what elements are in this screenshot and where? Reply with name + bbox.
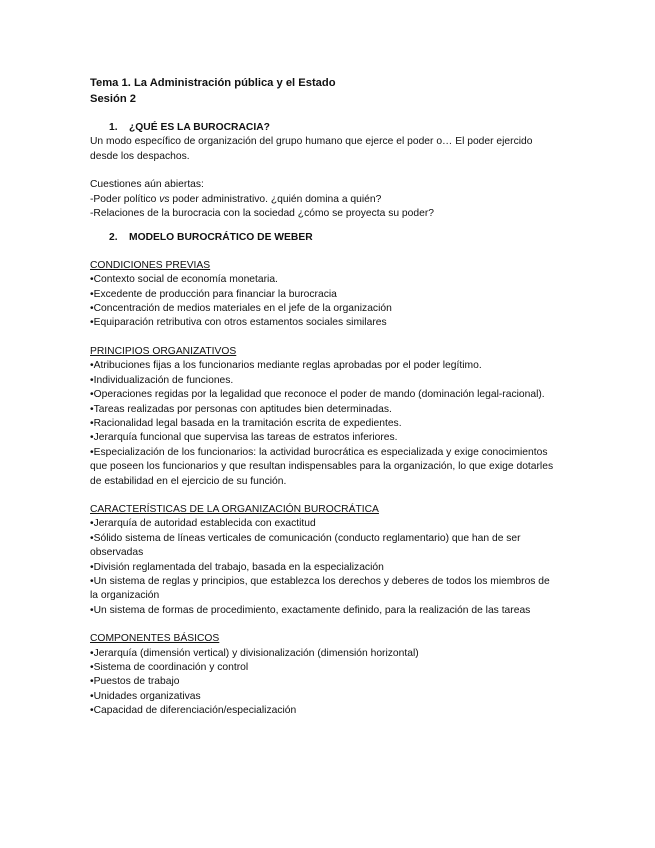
session-label: Sesión 2 — [90, 92, 137, 105]
list-item: •Jerarquía (dimensión vertical) y divisionalización (dimensión horizontal) — [90, 647, 419, 659]
principios-heading: PRINCIPIOS ORGANIZATIVOS — [90, 345, 237, 357]
list-item: •Atribuciones fijas a los funcionarios mediante reglas aprobadas por el poder legítimo. — [90, 360, 482, 372]
list-item: •Un sistema de formas de procedimiento, exactamente definido, para la realización de las tareas — [90, 604, 531, 616]
list-item: •Concentración de medios materiales en el jefe de la organización — [90, 303, 392, 315]
list-item: •Tareas realizadas por personas con aptitudes bien determinadas. — [90, 403, 392, 415]
caracteristicas-list — [90, 517, 560, 618]
list-item: •Capacidad de diferenciación/especialización — [90, 705, 297, 717]
componentes-heading: COMPONENTES BÁSICOS — [90, 633, 220, 645]
section-1-number: 1. — [109, 122, 118, 133]
document-title: Tema 1. La Administración pública y el Estado — [90, 77, 336, 89]
list-item: •Racionalidad legal basada en la tramitación escrita de expedientes. — [90, 417, 402, 429]
burocracia-definition: Un modo específico de organización del grupo humano que ejerce el poder o… El poder ejercido desde los despachos. — [90, 136, 533, 162]
list-item: •Sistema de coordinación y control — [90, 662, 249, 673]
document-body — [90, 76, 560, 719]
section-2-heading — [109, 231, 560, 245]
principios-list — [90, 359, 560, 489]
list-item: •Contexto social de economía monetaria. — [90, 274, 278, 286]
caracteristicas-heading: CARACTERÍSTICAS DE LA ORGANIZACIÓN BUROCRÁTICA — [90, 503, 379, 515]
list-item: •Operaciones regidas por la legalidad que reconoce el poder de mando (dominación legal-racional). — [90, 389, 545, 401]
section-1-title: ¿QUÉ ES LA BUROCRACIA? — [129, 122, 270, 133]
list-item: •Jerarquía de autoridad establecida con exactitud — [90, 518, 316, 530]
section-1-heading — [109, 121, 560, 135]
list-item: •Individualización de funciones. — [90, 374, 234, 386]
open-questions-label: Cuestiones aún abiertas: — [90, 179, 204, 191]
list-item: •Sólido sistema de líneas verticales de comunicación (conducto reglamentario) que han de ser observadas — [90, 532, 521, 559]
condiciones-list — [90, 273, 560, 331]
list-item: •Excedente de producción para financiar la burocracia — [90, 288, 337, 300]
condiciones-heading: CONDICIONES PREVIAS — [90, 259, 211, 271]
list-item: •Un sistema de reglas y principios, que establezca los derechos y deberes de todos los miembros de la organización — [90, 575, 550, 602]
list-item: •Especialización de los funcionarios: la actividad burocrática es especializada y exige conocimientos que poseen los funcionarios y que resultan indispensables para la organización, lo que exige dotarles de estabilidad en el ejercicio de su función. — [90, 446, 554, 487]
list-item: •Equiparación retributiva con otros estamentos sociales similares — [90, 317, 387, 329]
list-item: •Jerarquía funcional que supervisa las tareas de estratos inferiores. — [90, 432, 398, 444]
list-item: •Puestos de trabajo — [90, 676, 180, 688]
componentes-list — [90, 647, 560, 719]
list-item: •División reglamentada del trabajo, basada en la especialización — [90, 561, 384, 573]
section-2-title: MODELO BUROCRÁTICO DE WEBER — [129, 232, 313, 244]
open-question-1: -Poder político vs poder administrativo. ¿quién domina a quién? — [90, 193, 382, 205]
open-question-2: -Relaciones de la burocracia con la sociedad ¿cómo se proyecta su poder? — [90, 208, 434, 220]
section-2-number: 2. — [109, 232, 118, 244]
list-item: •Unidades organizativas — [90, 690, 201, 702]
